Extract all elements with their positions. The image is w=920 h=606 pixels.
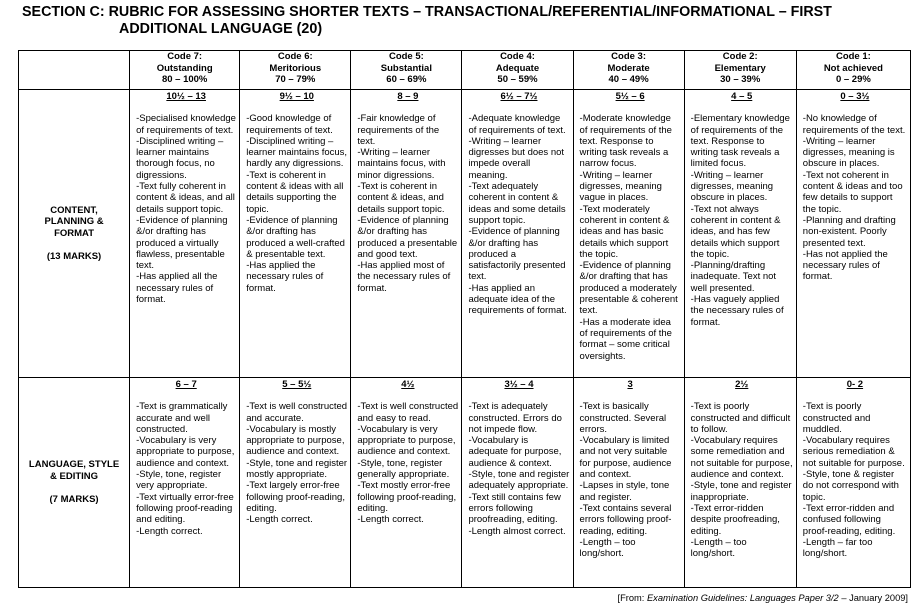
rubric-cell: 0 – 3½ -No knowledge of requirements of the text. -Writing – learner digresses, meaning is obscure in places. -Text not coherent in content & ideas and too few details to support the topic. -Planning and drafting non-existent. Poorly presented text. -Has not applied the necessary rules of format.	[796, 90, 910, 378]
code-header: Code 7: Outstanding 80 – 100%	[130, 51, 240, 90]
code-header: Code 2: Elementary 30 – 39%	[684, 51, 796, 90]
rubric-cell: 5 – 5½ -Text is well constructed and accurate. -Vocabulary is mostly appropriate to purpose, audience and context. -Style, tone and register mostly appropriate. -Text largely error-free following proof-reading, editing. -Length correct.	[240, 378, 351, 588]
code-header: Code 3: Moderate 40 – 49%	[573, 51, 684, 90]
code-header: Code 5: Substantial 60 – 69%	[351, 51, 462, 90]
code-header: Code 1: Not achieved 0 – 29%	[796, 51, 910, 90]
rubric-cell: 9½ – 10 -Good knowledge of requirements of text. -Disciplined writing – learner maintains focus, hardly any digressions. -Text is coherent in content & ideas with all details supporting the topic. -Evidence of planning &/or drafting has produced a well-crafted & presentable text. -Has applied the necessary rules of format.	[240, 90, 351, 378]
rubric-row-language	[19, 378, 911, 588]
page-title	[22, 4, 912, 38]
source-citation: [From: Examination Guidelines: Languages Paper 3/2 – January 2009]	[617, 593, 908, 603]
rubric-cell: 3 -Text is basically constructed. Several errors. -Vocabulary is limited and not very suitable for purpose, audience and context. -Lapses in style, tone and register. -Text contains several errors following proof-reading, editing. -Length – too long/short.	[573, 378, 684, 588]
rubric-cell: 0- 2 -Text is poorly constructed and muddled. -Vocabulary requires serious remediation & not suitable for purpose. -Style, tone & register do not correspond with topic. -Text error-ridden and confused following proof-reading, editing. -Length – far too long/short.	[796, 378, 910, 588]
rubric-cell: 4½ -Text is well constructed and easy to read. -Vocabulary is very appropriate to purpose, audience and context. -Style, tone, register generally appropriate. -Text mostly error-free following proof-reading, editing. -Length correct.	[351, 378, 462, 588]
rubric-cell: 8 – 9 -Fair knowledge of requirements of the text. -Writing – learner maintains focus, with minor digressions. -Text is coherent in content & ideas, and details support topic. -Evidence of planning &/or drafting has produced a presentable and good text. -Has applied most of the necessary rules of format.	[351, 90, 462, 378]
header-corner	[19, 51, 130, 90]
rubric-row-content	[19, 90, 911, 378]
rubric-cell: 6½ – 7½ -Adequate knowledge of requirements of text. -Writing – learner digresses but does not impede overall meaning. -Text adequately coherent in content & ideas and some details support topic. -Evidence of planning &/or drafting has produced a satisfactorily presented text. -Has applied an adequate idea of the requirements of format.	[462, 90, 573, 378]
rubric-cell: 2½ -Text is poorly constructed and difficult to follow. -Vocabulary requires some remediation and not suitable for purpose, audience and context. -Style, tone and register inappropriate. -Text error-ridden despite proofreading, editing. -Length – too long/short.	[684, 378, 796, 588]
rubric-cell: 3½ – 4 -Text is adequately constructed. Errors do not impede flow. -Vocabulary is adequate for purpose, audience & context. -Style, tone and register adequately appropriate. -Text still contains few errors following proofreading, editing. -Length almost correct.	[462, 378, 573, 588]
code-header: Code 6: Meritorious 70 – 79%	[240, 51, 351, 90]
code-header: Code 4: Adequate 50 – 59%	[462, 51, 573, 90]
rubric-cell: 5½ – 6 -Moderate knowledge of requirements of the text. Response to writing task reveals a narrow focus. -Writing – learner digresses, meaning vague in places. -Text moderately coherent in content & ideas and has basic details which support the topic. -Evidence of planning &/or drafting that has produced a moderately presentable & coherent text. -Has a moderate idea of requirements of the format – some critical oversights.	[573, 90, 684, 378]
row-label: LANGUAGE, STYLE & EDITING (7 MARKS)	[19, 378, 130, 588]
rubric-cell: 10½ – 13 -Specialised knowledge of requirements of text. -Disciplined writing – learner maintains thorough focus, no digressions. -Text fully coherent in content & ideas, and all details support topic. -Evidence of planning &/or drafting has produced a virtually flawless, presentable text. -Has applied all the necessary rules of format.	[130, 90, 240, 378]
rubric-table	[18, 50, 911, 588]
title-line-2: ADDITIONAL LANGUAGE (20)	[119, 21, 323, 37]
header-row	[19, 51, 911, 90]
row-label: CONTENT, PLANNING & FORMAT (13 MARKS)	[19, 90, 130, 378]
rubric-cell: 4 – 5 -Elementary knowledge of requirements of the text. Response to writing task reveals a limited focus. -Writing – learner digresses, meaning obscure in places. -Text not always coherent in content & ideas, and has few details which support the topic. -Planning/drafting inadequate. Text not well presented. -Has vaguely applied the necessary rules of format.	[684, 90, 796, 378]
rubric-cell: 6 – 7 -Text is grammatically accurate and well constructed. -Vocabulary is very appropriate to purpose, audience and context. -Style, tone, register very appropriate. -Text virtually error-free following proof-reading and editing. -Length correct.	[130, 378, 240, 588]
title-line-1: SECTION C: RUBRIC FOR ASSESSING SHORTER TEXTS – TRANSACTIONAL/REFERENTIAL/INFORMATIONAL – FIRST	[22, 4, 832, 20]
